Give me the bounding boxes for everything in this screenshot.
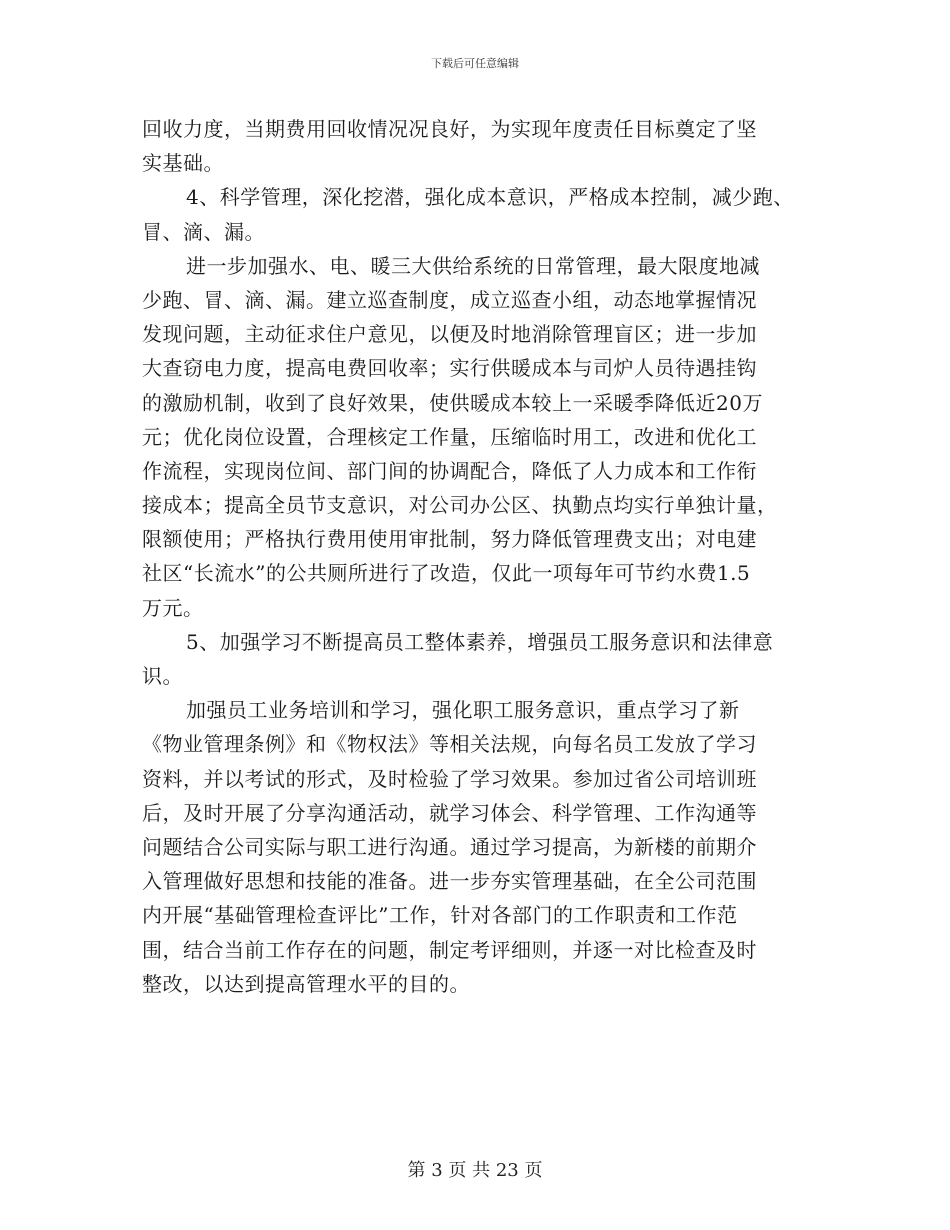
- text-line: 回收力度，当期费用回收情况况良好，为实现年度责任目标奠定了坚: [142, 117, 757, 141]
- text-line: 资料，并以考试的形式，及时检验了学习效果。参加过省公司培训班: [142, 766, 757, 791]
- text-line: 社区“长流水”的公共厕所进行了改造，仅此一项每年可节约水费1.5: [142, 561, 751, 586]
- page-header: 下载后可任意编辑: [431, 57, 519, 70]
- text-line: 少跑、冒、滴、漏。建立巡查制度，成立巡查小组，动态地掌握情况: [142, 287, 757, 312]
- text-line: 围，结合当前工作存在的问题，制定考评细则，并逐一对比检查及时: [142, 937, 757, 962]
- text-line: 内开展“基础管理检查评比”工作，针对各部门的工作职责和工作范: [142, 903, 738, 928]
- text-line: 加强员工业务培训和学习，强化职工服务意识，重点学习了新: [186, 698, 740, 723]
- text-line: 后，及时开展了分享沟通活动，就学习体会、科学管理、工作沟通等: [142, 800, 757, 825]
- text-line: 万元。: [142, 595, 204, 620]
- text-line: 发现问题，主动征求住户意见，以便及时地消除管理盲区；进一步加: [142, 322, 757, 347]
- text-line: 元；优化岗位设置，合理核定工作量，压缩临时用工，改进和优化工: [142, 424, 757, 449]
- text-line: 识。: [142, 664, 183, 688]
- text-line: 进一步加强水、电、暖三大供给系统的日常管理，最大限度地减: [186, 253, 760, 278]
- text-line: 实基础。: [142, 151, 224, 176]
- text-line: 的激励机制，收到了良好效果，使供暖成本较上一采暖季降低近20万: [142, 390, 763, 415]
- text-line: 作流程，实现岗位间、部门间的协调配合，降低了人力成本和工作衔: [142, 458, 757, 483]
- text-line: 大查窃电力度，提高电费回收率；实行供暖成本与司炉人员待遇挂钩: [142, 356, 757, 381]
- section-heading-4: 4、科学管理，深化挖潜，强化成本意识，严格成本控制，减少跑、: [186, 185, 794, 210]
- document-body: [142, 112, 832, 1001]
- section-heading-5: 5、加强学习不断提高员工整体素养，增强员工服务意识和法律意: [186, 629, 774, 654]
- text-line: 问题结合公司实际与职工进行沟通。通过学习提高，为新楼的前期介: [142, 834, 757, 859]
- text-line: 入管理做好思想和技能的准备。进一步夯实管理基础，在全公司范围: [142, 869, 757, 894]
- text-line: 接成本；提高全员节支意识，对公司办公区、执勤点均实行单独计量，: [142, 493, 778, 518]
- text-line: 《物业管理条例》和《物权法》等相关法规，向每名员工发放了学习: [142, 732, 757, 757]
- text-line: 冒、滴、漏。: [142, 219, 265, 244]
- text-line: 限额使用；严格执行费用使用审批制，努力降低管理费支出；对电建: [142, 527, 757, 552]
- page-number-footer: 第 3 页 共 23 页: [407, 1160, 543, 1181]
- text-line: 整改，以达到提高管理水平的目的。: [142, 971, 470, 996]
